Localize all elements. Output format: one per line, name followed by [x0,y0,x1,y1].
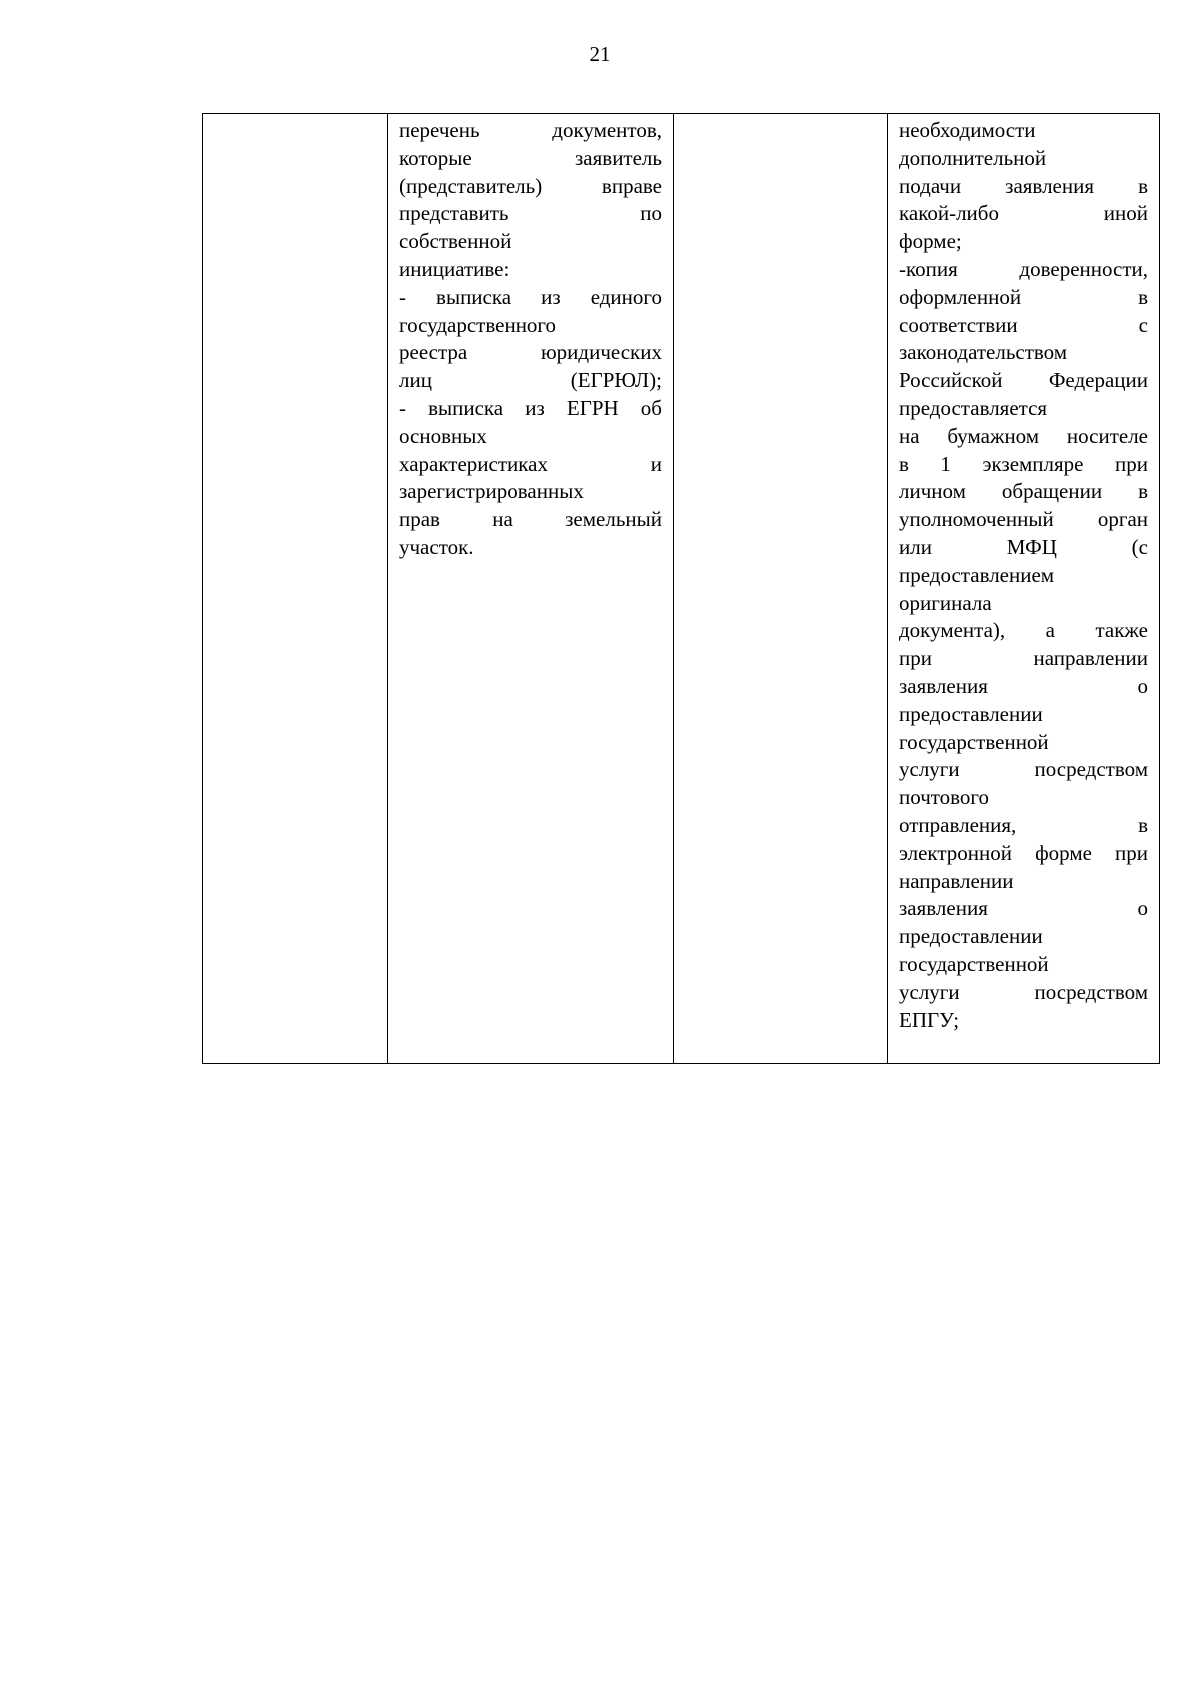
cell-text-line: оригинала [899,590,992,615]
cell-text-line: заявления о [899,673,1148,698]
page-number: 21 [589,42,611,66]
cell-text-line: государственного [399,312,557,337]
cell-text-line: на бумажном носителе [899,423,1148,448]
cell-text-line: отправления, в [899,812,1148,837]
cell-text-line: электронной форме при [899,840,1148,865]
cell-text-line: услуги посредством [899,757,1148,782]
cell-text-line: представить по [399,201,662,226]
cell-text-line: лиц (ЕГРЮЛ); [399,368,662,393]
cell-text-line: - выписка из единого [399,284,662,309]
cell-text-line: инициативе: [399,256,510,281]
cell-text-line: личном обращении в [899,479,1148,504]
cell-text-line: государственной [899,729,1049,754]
cell-text-line: прав на земельный [399,507,662,532]
cell-text-line: подачи заявления в [899,173,1148,198]
cell-text-line: какой-либо иной [899,201,1148,226]
cell-text-line: уполномоченный орган [899,507,1148,532]
cell-text-line: которые заявитель [399,145,662,170]
cell-text-line: соответствии с [899,312,1148,337]
cell-text-line: основных [399,423,487,448]
cell-text-line: необходимости [899,118,1036,142]
cell-text-line: реестра юридических [399,340,662,365]
cell-text-line: или МФЦ (с [899,534,1148,559]
cell-text-line: -копия доверенности, [899,256,1148,281]
cell-text-line: предоставлением [899,562,1055,587]
cell-text-line: перечень документов, [399,118,662,142]
cell-text-line: направлении [899,868,1014,893]
cell-text-line: предоставляется [899,395,1048,420]
cell-text-line: участок. [399,534,474,559]
cell-text-line: услуги посредством [899,979,1148,1004]
table-row [203,114,1160,1064]
document-table [202,113,1160,1064]
cell-text-line: предоставлении [899,701,1043,726]
cell-text-line: государственной [899,951,1049,976]
cell-text-line: дополнительной [899,145,1047,170]
cell-text-line: документа), а также [899,618,1148,643]
cell-text-line: собственной [399,229,512,254]
table-cell-col4 [888,114,1160,1064]
cell-text-line: заявления о [899,896,1148,921]
cell-text-line: оформленной в [899,284,1148,309]
cell-text-line: форме; [899,229,962,254]
cell-text-line: ЕПГУ; [899,1007,960,1032]
table-cell-col3 [674,114,888,1064]
cell-text-line: (представитель) вправе [399,173,662,198]
cell-text-line: - выписка из ЕГРН об [399,395,662,420]
cell-text-line: зарегистрированных [399,479,584,504]
cell-text-line: предоставлении [899,924,1043,949]
cell-text-line: характеристиках и [399,451,662,476]
table-cell-col2 [388,114,674,1064]
cell-text-line: законодательством [899,340,1068,365]
cell-text-line: в 1 экземпляре при [899,451,1148,476]
cell-text-line: при направлении [899,646,1148,671]
table-cell-col1 [203,114,388,1064]
cell-text-line: почтового [899,785,990,810]
cell-text-line: Российской Федерации [899,368,1148,393]
